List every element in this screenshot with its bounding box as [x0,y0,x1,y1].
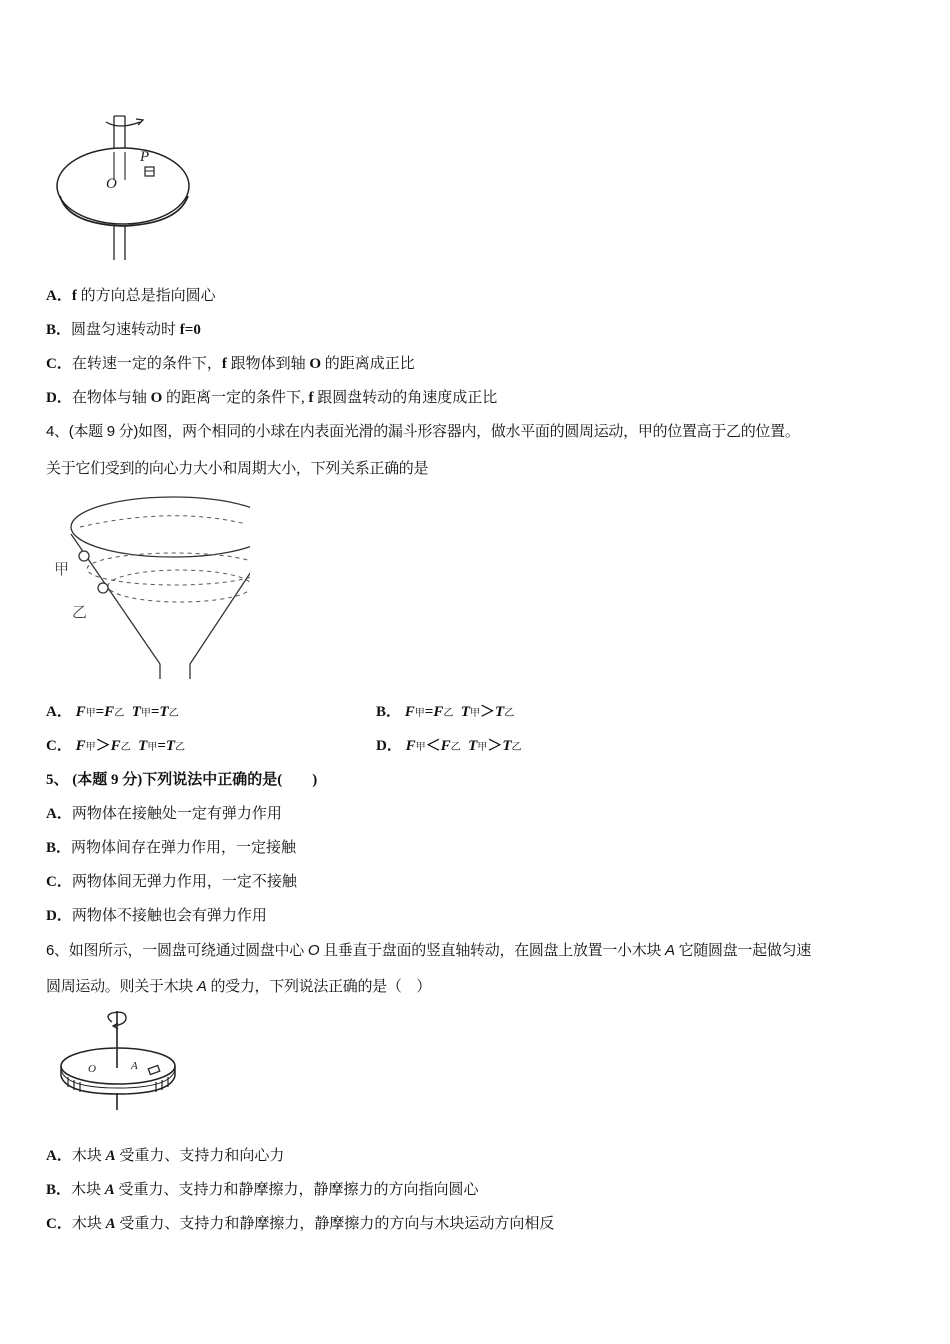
q4-option-b[interactable]: B． F甲=F乙 T甲＞T乙 [376,704,515,720]
q6-option-a[interactable]: A．木块 A 受重力、支持力和向心力 [46,1148,285,1164]
q6-stem-line1: 6、如图所示，一圆盘可绕通过圆盘中心 O 且垂直于盘面的竖直轴转动，在圆盘上放置一小木块 A 它随圆盘一起做匀速 [46,942,811,959]
q4-option-a[interactable]: A． F甲=F乙 T甲=T乙 [46,704,179,720]
disk-figure-a [56,1010,186,1110]
q5-option-c[interactable]: C．两物体间无弹力作用，一定不接触 [46,874,297,890]
funnel-figure [50,494,250,679]
q6-option-c[interactable]: C．木块 A 受重力、支持力和静摩擦力，静摩擦力的方向与木块运动方向相反 [46,1216,555,1232]
q4-option-c[interactable]: C． F甲＞F乙 T甲=T乙 [46,738,186,754]
label-jia: 甲 [54,560,70,578]
q5-stem: 5、 (本题 9 分)下列说法中正确的是( ) [46,772,318,788]
q4-stem-line1: 4、(本题 9 分)如图，两个相同的小球在内表面光滑的漏斗形容器内，做水平面的圆周运动，甲的位置高于乙的位置。 [46,423,800,440]
label-o: O [106,176,117,192]
label-a: A [131,1060,138,1072]
q5-option-b[interactable]: B．两物体间存在弹力作用，一定接触 [46,840,297,856]
q3-option-d[interactable]: D．在物体与轴 O 的距离一定的条件下, f 跟圆盘转动的角速度成正比 [46,390,498,406]
q3-option-b[interactable]: B．圆盘匀速转动时 f=0 [46,322,201,338]
q3-option-c[interactable]: C．在转速一定的条件下，f 跟物体到轴 O 的距离成正比 [46,356,415,372]
q3-option-a[interactable]: A．f 的方向总是指向圆心 [46,288,216,304]
q5-option-a[interactable]: A．两物体在接触处一定有弹力作用 [46,806,282,822]
q6-stem-line2: 圆周运动。则关于木块 A 的受力，下列说法正确的是（ ） [46,978,431,995]
disk-figure-p [48,104,198,260]
label-o: O [88,1063,96,1075]
q4-option-d[interactable]: D． F甲＜F乙 T甲＞T乙 [376,738,522,754]
q4-stem-line2: 关于它们受到的向心力大小和周期大小，下列关系正确的是 [46,460,429,477]
q6-option-b[interactable]: B．木块 A 受重力、支持力和静摩擦力，静摩擦力的方向指向圆心 [46,1182,479,1198]
label-yi: 乙 [72,603,88,621]
q5-option-d[interactable]: D．两物体不接触也会有弹力作用 [46,908,267,924]
label-p: P [140,149,150,165]
